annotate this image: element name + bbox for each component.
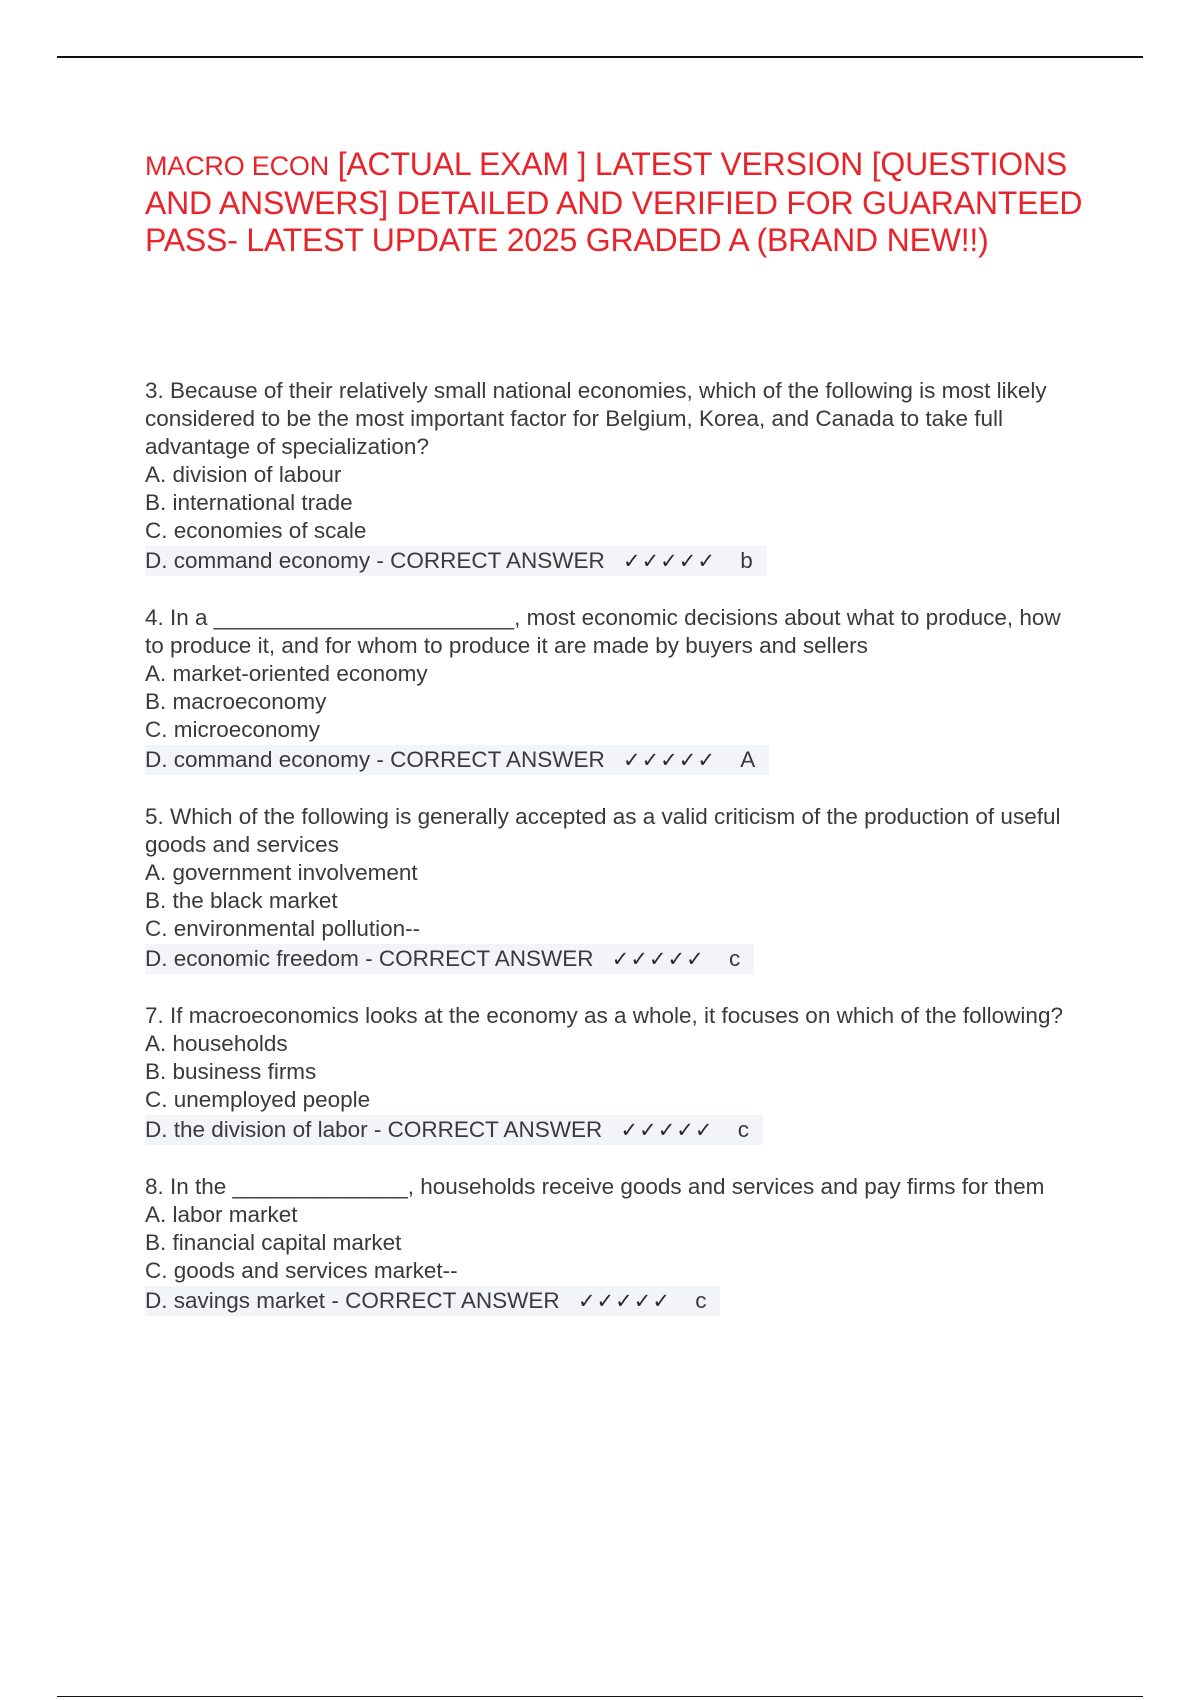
answer-letter: c xyxy=(695,1288,707,1313)
option-c: C. goods and services market-- xyxy=(145,1258,458,1283)
option-d: D. command economy xyxy=(145,747,371,772)
question-stem: 8. In the ______________, households receive goods and services and pay firms for them xyxy=(145,1174,1045,1199)
correct-answer-label: - CORRECT ANSWER xyxy=(376,747,605,772)
header-rule xyxy=(57,56,1143,58)
option-d: D. the division of labor xyxy=(145,1117,368,1142)
checkmarks-icon: ✓✓✓✓✓ xyxy=(622,549,716,573)
option-b: B. the black market xyxy=(145,888,338,913)
question-stem: 5. Which of the following is generally accepted as a valid criticism of the production of useful goods and services xyxy=(145,804,1061,857)
footer-rule xyxy=(57,1696,1143,1697)
option-d: D. savings market xyxy=(145,1288,326,1313)
checkmarks-icon: ✓✓✓✓✓ xyxy=(620,1118,714,1142)
option-c: C. economies of scale xyxy=(145,518,367,543)
checkmarks-icon: ✓✓✓✓✓ xyxy=(622,748,716,772)
checkmarks-icon: ✓✓✓✓✓ xyxy=(611,947,705,971)
option-d-with-answer xyxy=(145,1115,1085,1145)
title-course: MACRO ECON xyxy=(145,151,330,181)
option-a: A. labor market xyxy=(145,1202,298,1227)
option-a: A. government involvement xyxy=(145,860,418,885)
question-item xyxy=(145,1002,1085,1145)
option-c: C. microeconomy xyxy=(145,717,321,742)
question-list xyxy=(145,377,1085,1344)
answer-highlight xyxy=(145,1286,720,1316)
question-stem: 4. In a ________________________, most economic decisions about what to produce, how to produce it, and for whom to produce it are made by buyers and sellers xyxy=(145,605,1061,658)
option-a: A. market-oriented economy xyxy=(145,661,428,686)
option-b: B. macroeconomy xyxy=(145,689,327,714)
question-stem: 7. If macroeconomics looks at the economy as a whole, it focuses on which of the following? xyxy=(145,1003,1063,1028)
option-d-with-answer xyxy=(145,546,1085,576)
answer-highlight xyxy=(145,546,767,576)
correct-answer-label: - CORRECT ANSWER xyxy=(376,548,605,573)
correct-answer-label: - CORRECT ANSWER xyxy=(373,1117,603,1142)
answer-letter: c xyxy=(737,1117,750,1142)
answer-letter: A xyxy=(740,747,756,772)
question-stem: 3. Because of their relatively small national economies, which of the following is most likely considered to be the most important factor for Belgium, Korea, and Canada to take full advantage of specialization? xyxy=(145,378,1047,459)
option-b: B. financial capital market xyxy=(145,1230,402,1255)
option-b: B. international trade xyxy=(145,490,353,515)
option-b: B. business firms xyxy=(145,1059,317,1084)
option-d-with-answer xyxy=(145,1286,1085,1316)
option-a: A. households xyxy=(145,1031,288,1056)
question-item xyxy=(145,377,1085,576)
option-d: D. command economy xyxy=(145,548,371,573)
question-item xyxy=(145,604,1085,775)
option-c: C. unemployed people xyxy=(145,1087,371,1112)
answer-letter: c xyxy=(728,946,741,971)
answer-highlight xyxy=(145,745,769,775)
question-item xyxy=(145,803,1085,974)
option-d-with-answer xyxy=(145,944,1085,974)
document-title xyxy=(145,146,1095,259)
option-d: D. economic freedom xyxy=(145,946,359,971)
title-main: [ACTUAL EXAM ] LATEST VERSION [QUESTIONS AND ANSWERS] DETAILED AND VERIFIED FOR GUARANTEED PASS- LATEST UPDATE 2025 GRADED A (BRAND NEW!!) xyxy=(145,146,1083,258)
correct-answer-label: - CORRECT ANSWER xyxy=(365,946,594,971)
question-item xyxy=(145,1173,1085,1316)
checkmarks-icon: ✓✓✓✓✓ xyxy=(577,1289,671,1313)
answer-highlight xyxy=(145,944,754,974)
option-d-with-answer xyxy=(145,745,1085,775)
answer-letter: b xyxy=(740,548,753,573)
option-c: C. environmental pollution-- xyxy=(145,916,421,941)
option-a: A. division of labour xyxy=(145,462,342,487)
answer-highlight xyxy=(145,1115,763,1145)
correct-answer-label: - CORRECT ANSWER xyxy=(331,1288,560,1313)
